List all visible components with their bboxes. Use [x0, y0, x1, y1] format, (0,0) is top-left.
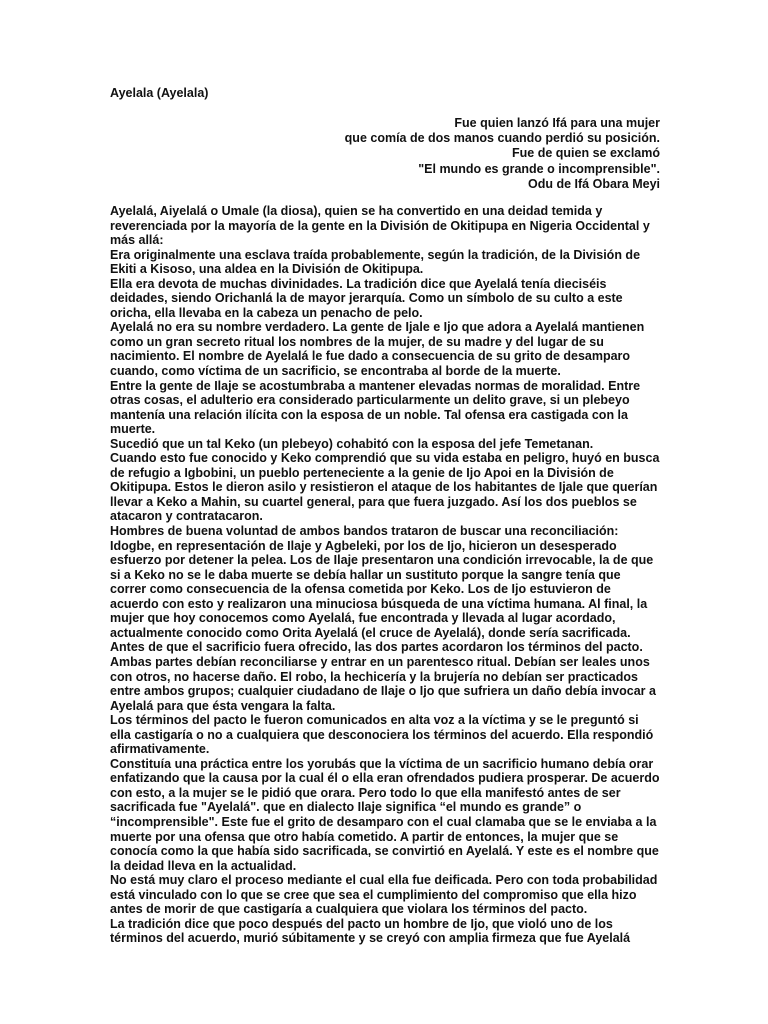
epigraph-line: Fue de quien se exclamó: [512, 146, 660, 161]
epigraph-line: "El mundo es grande o incomprensible".: [418, 161, 660, 176]
body-paragraph: Antes de que el sacrificio fuera ofrecido, las dos partes acordaron los términos del pacto. Ambas partes debían reconciliarse y entrar en un parentesco ritual. Debían ser leales unos con otros, no hacerse daño. El robo, la hechicería y la brujería no debían ser practicados entre ambos grupos; cualquier ciudadano de Ilaje o Ijo que sufriera un daño debía invocar a Ayelalá para que ésta vengara la falta.: [110, 640, 656, 713]
document-title: Ayelala (Ayelala): [110, 86, 209, 100]
body-paragraph: Entre la gente de Ilaje se acostumbraba a mantener elevadas normas de moralidad. Entre otras cosas, el adulterio era considerado particularmente un delito grave, si un plebeyo mantenía una relación ilícita con la esposa de un noble. Tal ofensa era castigada con la muerte.: [110, 378, 641, 437]
epigraph: [300, 116, 660, 192]
body-paragraph: Los términos del pacto le fueron comunicados en alta voz a la víctima y se le preguntó si ella castigaría o no a cualquiera que desconociera los términos del acuerdo. Ella respondió afirmativamente.: [110, 713, 654, 757]
body-paragraph: Hombres de buena voluntad de ambos bandos trataron de buscar una reconciliación: Idogbe, en representación de Ilaje y Agbeleki, por los de Ijo, hicieron un desesperado esfuerzo por detener la pelea. Los de Ilaje presentaron una condición irrevocable, la de que si a Keko no se le daba muerte se debía hallar un sustituto porque la sangre tenía que correr como consecuencia de la ofensa cometida por Keko. Los de Ijo estuvieron de acuerdo con esto y realizaron una minuciosa búsqueda de una víctima humana. Al final, la mujer que hoy conocemos como Ayelalá, fue encontrada y llevada al lugar acordado, actualmente conocido como Orita Ayelalá (el cruce de Ayelalá), donde sería sacrificada.: [110, 524, 654, 640]
body-paragraph: No está muy claro el proceso mediante el cual ella fue deificada. Pero con toda probabilidad está vinculado con lo que se cree que sea el cumplimiento del compromiso que ella hizo antes de morir de que castigaría a cualquiera que violara los términos del pacto.: [110, 873, 658, 917]
body-paragraph: Sucedió que un tal Keko (un plebeyo) cohabitó con la esposa del jefe Temetanan.: [110, 436, 594, 451]
body-paragraph: La tradición dice que poco después del pacto un hombre de Ijo, que violó uno de los términos del acuerdo, murió súbitamente y se creyó con amplia firmeza que fue Ayelalá: [110, 916, 631, 946]
epigraph-line: Fue quien lanzó Ifá para una mujer: [454, 116, 660, 130]
body-paragraph: Ella era devota de muchas divinidades. La tradición dice que Ayelalá tenía dieciséis deidades, siendo Orichanlá la de mayor jerarquía. Como un símbolo de su culto a este oricha, ella llevaba en la cabeza un penacho de pelo.: [110, 276, 623, 320]
body-paragraph: Constituía una práctica entre los yorubás que la víctima de un sacrificio humano debía orar enfatizando que la causa por la cual él o ella eran ofrendados pudiera prosperar. De acuerdo con esto, a la mujer se le pidió que orara. Pero todo lo que ella manifestó antes de ser sacrificada fue "Ayelalá". que en dialecto Ilaje significa “el mundo es grande” o “incomprensible". Este fue el grito de desamparo con el cual clamaba que se le enviaba a la muerte por una ofensa que otro había cometido. A partir de entonces, la mujer que se conocía como la que había sido sacrificada, se convirtió en Ayelalá. Y este es el nombre que la deidad lleva en la actualidad.: [110, 756, 660, 873]
epigraph-source: Odu de Ifá Obara Meyi: [528, 176, 660, 191]
body-paragraph: Era originalmente una esclava traída probablemente, según la tradición, de la División de Ekiti a Kisoso, una aldea en la División de Okitipupa.: [110, 247, 641, 277]
body-paragraph: Cuando esto fue conocido y Keko comprendió que su vida estaba en peligro, huyó en busca de refugio a Igbobini, un pueblo perteneciente a la genie de Ijo Apoi en la División de Okitipupa. Estos le dieron asilo y resistieron el ataque de los habitantes de Ijale que querían llevar a Keko a Mahin, su cuartel general, para que fuera juzgado. Así los dos pueblos se atacaron y contratacaron.: [110, 451, 660, 524]
epigraph-line: que comía de dos manos cuando perdió su posición.: [344, 131, 660, 146]
document-body: [110, 204, 660, 946]
body-paragraph: Ayelalá, Aiyelalá o Umale (la diosa), quien se ha convertido en una deidad temida y reverenciada por la mayoría de la gente en la División de Okitipupa en Nigeria Occidental y más allá:: [110, 204, 650, 248]
body-paragraph: Ayelalá no era su nombre verdadero. La gente de Ijale e Ijo que adora a Ayelalá mantienen como un gran secreto ritual los nombres de la mujer, de su madre y del lugar de su nacimiento. El nombre de Ayelalá le fue dado a consecuencia de su grito de desamparo cuando, como víctima de un sacrificio, se encontraba al borde de la muerte.: [110, 320, 645, 379]
